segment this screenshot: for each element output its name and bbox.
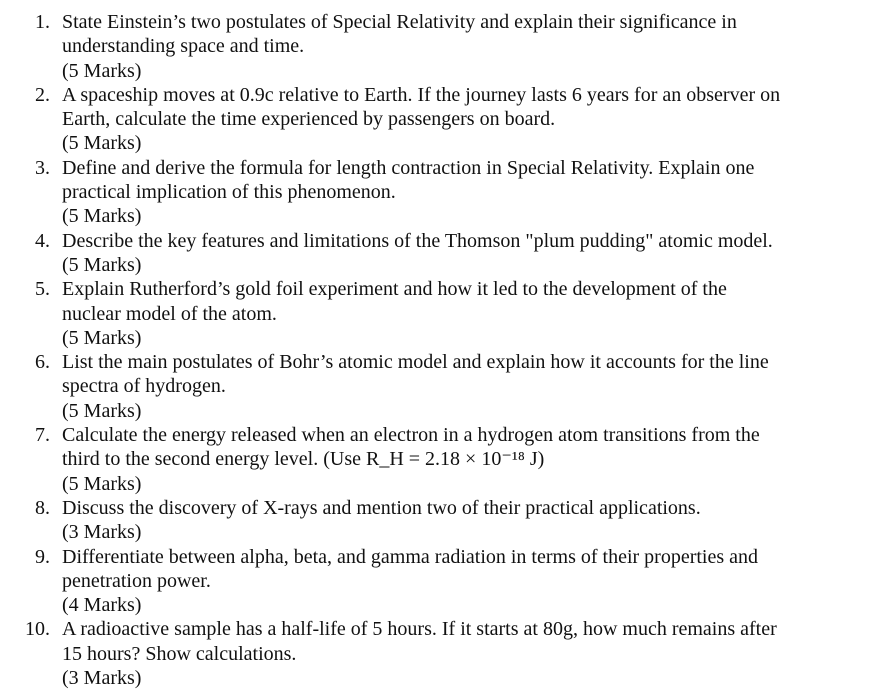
question-item: [0, 350, 860, 423]
question-item: [0, 277, 860, 350]
question-marks: (3 Marks): [62, 521, 142, 544]
question-text-line: Calculate the energy released when an electron in a hydrogen atom transitions from the: [62, 424, 760, 447]
question-text-line: State Einstein’s two postulates of Special Relativity and explain their significance in: [62, 11, 737, 33]
question-text-line: penetration power.: [62, 569, 211, 592]
question-item: [0, 423, 860, 496]
question-item: [0, 496, 860, 545]
question-marks: (5 Marks): [62, 253, 142, 276]
question-item: [0, 617, 860, 690]
question-text-line: 15 hours? Show calculations.: [62, 642, 297, 665]
question-number: 4.: [35, 229, 50, 252]
question-marks: (3 Marks): [62, 667, 142, 690]
question-number: 5.: [35, 278, 50, 301]
question-text-line: Earth, calculate the time experienced by passengers on board.: [62, 108, 556, 131]
question-number: 10.: [25, 618, 50, 641]
question-number: 8.: [35, 496, 50, 519]
question-item: [0, 10, 860, 83]
question-item: [0, 83, 860, 156]
question-item: [0, 229, 860, 278]
question-number: 6.: [35, 351, 50, 374]
question-marks: (5 Marks): [62, 205, 142, 228]
question-marks: (5 Marks): [62, 399, 142, 422]
question-text-line: Discuss the discovery of X-rays and mention two of their practical applications.: [62, 496, 701, 519]
question-number: 1.: [35, 11, 50, 33]
question-text-line: Describe the key features and limitations of the Thomson "plum pudding" atomic model.: [62, 229, 773, 252]
question-text-line: spectra of hydrogen.: [62, 375, 226, 398]
question-text-line: A radioactive sample has a half-life of 5 hours. If it starts at 80g, how much remains after: [62, 618, 777, 641]
question-number: 3.: [35, 156, 50, 179]
question-number: 7.: [35, 424, 50, 447]
question-marks: (5 Marks): [62, 132, 142, 155]
question-marks: (5 Marks): [62, 472, 142, 495]
question-text-line: List the main postulates of Bohr’s atomic model and explain how it accounts for the line: [62, 351, 769, 374]
question-marks: (5 Marks): [62, 59, 142, 82]
question-text-line: third to the second energy level. (Use R_H = 2.18 × 10⁻¹⁸ J): [62, 448, 545, 471]
question-text-line: Differentiate between alpha, beta, and gamma radiation in terms of their properties and: [62, 545, 759, 568]
question-text-line: A spaceship moves at 0.9c relative to Earth. If the journey lasts 6 years for an observer on: [62, 83, 781, 106]
question-item: [0, 156, 860, 229]
question-text-line: practical implication of this phenomenon.: [62, 181, 396, 204]
question-list: [0, 10, 860, 690]
question-marks: (4 Marks): [62, 594, 142, 617]
question-text-line: Explain Rutherford’s gold foil experiment and how it led to the development of the: [62, 278, 727, 301]
question-number: 2.: [35, 83, 50, 106]
question-text-line: understanding space and time.: [62, 35, 305, 58]
question-text-line: Define and derive the formula for length contraction in Special Relativity. Explain one: [62, 156, 755, 179]
question-number: 9.: [35, 545, 50, 568]
question-item: [0, 545, 860, 618]
question-marks: (5 Marks): [62, 326, 142, 349]
question-text-line: nuclear model of the atom.: [62, 302, 277, 325]
